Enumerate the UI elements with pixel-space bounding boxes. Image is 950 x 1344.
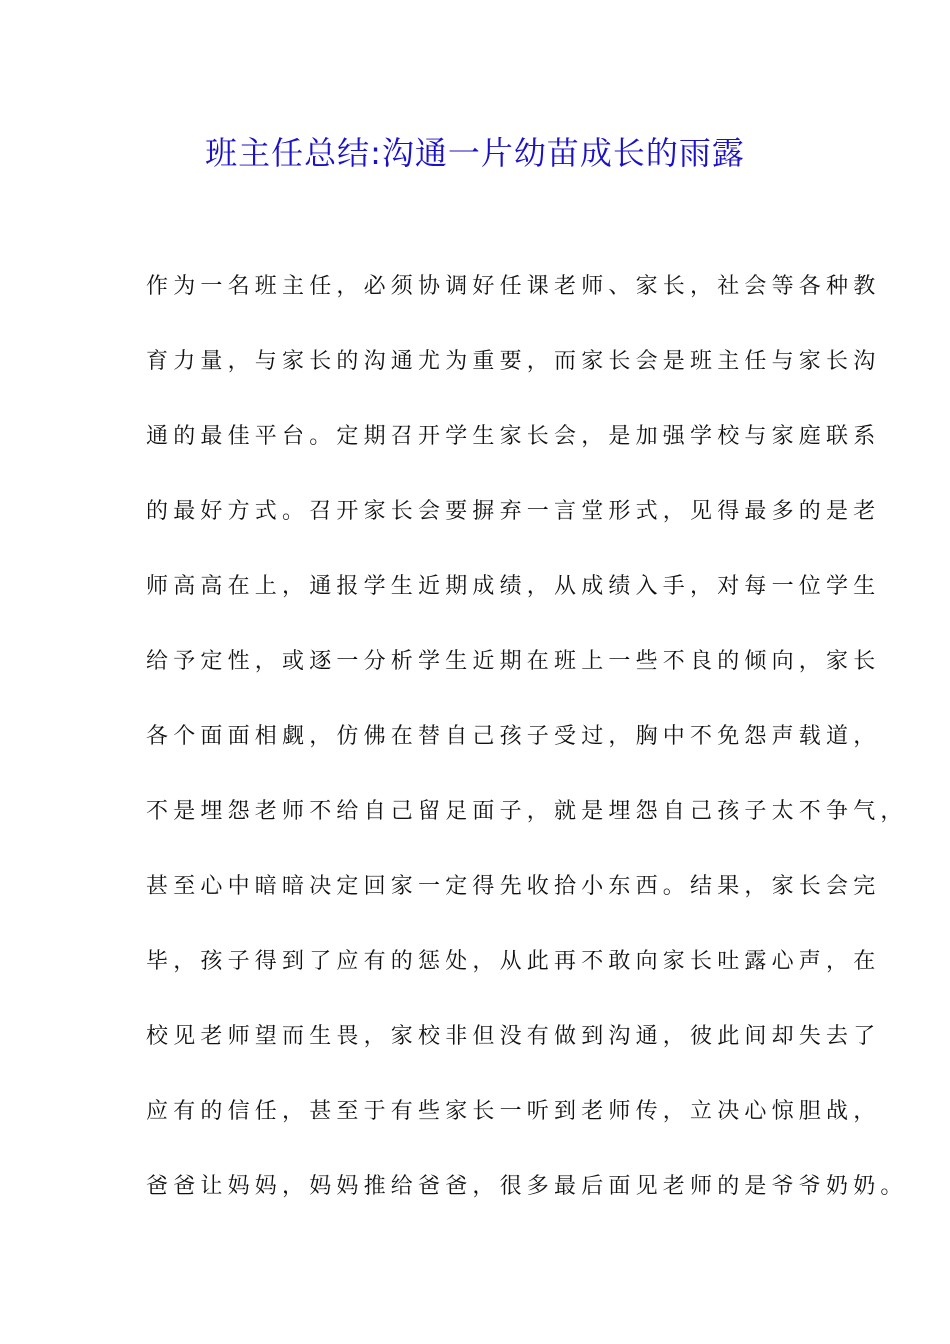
body-line-10: 毕，孩子得到了应有的惩处，从此再不敢向家长吐露心声，在 xyxy=(146,949,881,974)
document-body xyxy=(146,262,908,1237)
body-line-3: 通的最佳平台。定期召开学生家长会，是加强学校与家庭联系 xyxy=(146,424,881,449)
body-line-2: 育力量，与家长的沟通尤为重要，而家长会是班主任与家长沟 xyxy=(146,349,881,374)
document-title: 班主任总结:沟通一片幼苗成长的雨露 xyxy=(205,134,745,172)
body-line-4: 的最好方式。召开家长会要摒弃一言堂形式，见得最多的是老 xyxy=(146,499,881,524)
body-line-12: 应有的信任，甚至于有些家长一听到老师传，立决心惊胆战， xyxy=(146,1099,881,1124)
body-line-1: 作为一名班主任，必须协调好任课老师、家长，社会等各种教 xyxy=(146,274,881,299)
body-line-11: 校见老师望而生畏，家校非但没有做到沟通，彼此间却失去了 xyxy=(146,1024,881,1049)
body-line-7: 各个面面相觑，仿佛在替自己孩子受过，胸中不免怨声载道， xyxy=(146,724,881,749)
body-line-6: 给予定性，或逐一分析学生近期在班上一些不良的倾向，家长 xyxy=(146,649,881,674)
body-line-13: 爸爸让妈妈，妈妈推给爸爸，很多最后面见老师的是爷爷奶奶。 xyxy=(146,1174,908,1199)
body-line-8: 不是埋怨老师不给自己留足面子，就是埋怨自己孩子太不争气， xyxy=(146,799,908,824)
body-line-5: 师高高在上，通报学生近期成绩，从成绩入手，对每一位学生 xyxy=(146,574,881,599)
body-line-9: 甚至心中暗暗决定回家一定得先收拾小东西。结果，家长会完 xyxy=(146,874,881,899)
